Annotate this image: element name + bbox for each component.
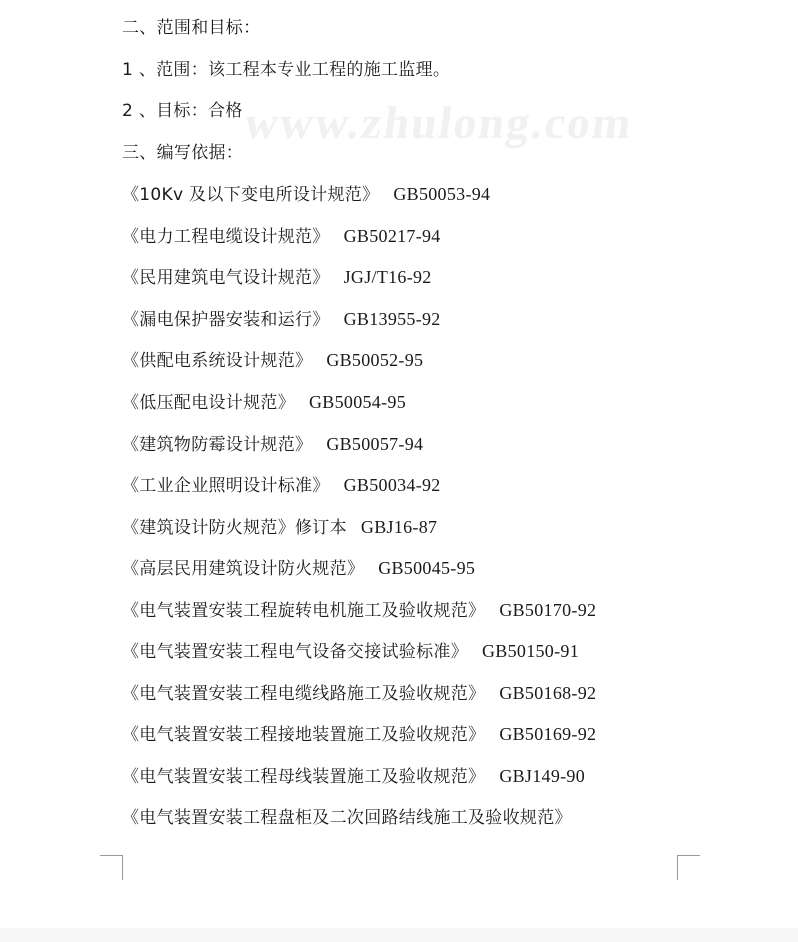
heading-scope-and-goal: 二、范围和目标： — [122, 18, 261, 38]
reference-title: 《电气装置安装工程电气设备交接试验标准》 — [122, 642, 468, 662]
scope-line: 1 、范围：该工程本专业工程的施工监理。 — [122, 60, 451, 80]
reference-title: 《低压配电设计规范》 — [122, 393, 295, 413]
reference-item — [122, 266, 432, 289]
reference-title: 《漏电保护器安装和运行》 — [122, 310, 330, 330]
reference-code: GB50170-92 — [499, 600, 597, 620]
reference-code: GB50217-94 — [343, 226, 441, 246]
goal-line: 2 、目标：合格 — [122, 101, 243, 121]
reference-item — [122, 516, 437, 539]
reference-title: 《电气装置安装工程接地装置施工及验收规范》 — [122, 725, 486, 745]
reference-code: JGJ/T16-92 — [343, 267, 432, 287]
reference-title: 《高层民用建筑设计防火规范》 — [122, 559, 365, 579]
watermark: www.zhulong.com — [241, 97, 637, 148]
reference-title: 《建筑设计防火规范》修订本 — [122, 518, 347, 538]
reference-title: 《工业企业照明设计标准》 — [122, 476, 330, 496]
reference-title: 《电气装置安装工程电缆线路施工及验收规范》 — [122, 684, 486, 704]
reference-item — [122, 765, 585, 788]
reference-code: GB50034-92 — [343, 475, 441, 495]
reference-item — [122, 682, 596, 705]
reference-title: 《电气装置安装工程旋转电机施工及验收规范》 — [122, 601, 486, 621]
reference-item — [122, 806, 572, 829]
reference-item — [122, 557, 475, 580]
reference-item — [122, 723, 596, 746]
reference-item — [122, 183, 490, 206]
page-corner-mark-left — [100, 855, 123, 880]
reference-item — [122, 391, 406, 414]
reference-code: GBJ16-87 — [360, 517, 438, 537]
page-gap — [0, 928, 798, 942]
reference-title: 《电气装置安装工程母线装置施工及验收规范》 — [122, 767, 486, 787]
reference-item — [122, 433, 423, 456]
reference-code: GB13955-92 — [343, 309, 441, 329]
page-corner-mark-right — [677, 855, 700, 880]
reference-item — [122, 599, 596, 622]
reference-item — [122, 308, 441, 331]
reference-item — [122, 640, 579, 663]
reference-title: 《供配电系统设计规范》 — [122, 351, 313, 371]
reference-code: GB50150-91 — [482, 641, 579, 661]
reference-code: GBJ149-90 — [499, 766, 586, 786]
reference-code: GB50057-94 — [326, 434, 424, 454]
reference-title: 《建筑物防霉设计规范》 — [122, 435, 313, 455]
reference-title: 《电气装置安装工程盘柜及二次回路结线施工及验收规范》 — [122, 808, 572, 828]
reference-code: GB50053-94 — [393, 184, 491, 204]
reference-code: GB50052-95 — [326, 350, 424, 370]
reference-item — [122, 349, 423, 372]
reference-code: GB50169-92 — [499, 724, 597, 744]
reference-code: GB50168-92 — [499, 683, 597, 703]
reference-code: GB50054-95 — [309, 392, 406, 412]
reference-title: 《民用建筑电气设计规范》 — [122, 268, 330, 288]
reference-code: GB50045-95 — [378, 558, 476, 578]
heading-basis: 三、编写依据： — [122, 143, 244, 163]
reference-item — [122, 225, 441, 248]
reference-title: 《电力工程电缆设计规范》 — [122, 227, 330, 247]
reference-item — [122, 474, 441, 497]
reference-title: 《10Kv 及以下变电所设计规范》 — [122, 185, 380, 205]
